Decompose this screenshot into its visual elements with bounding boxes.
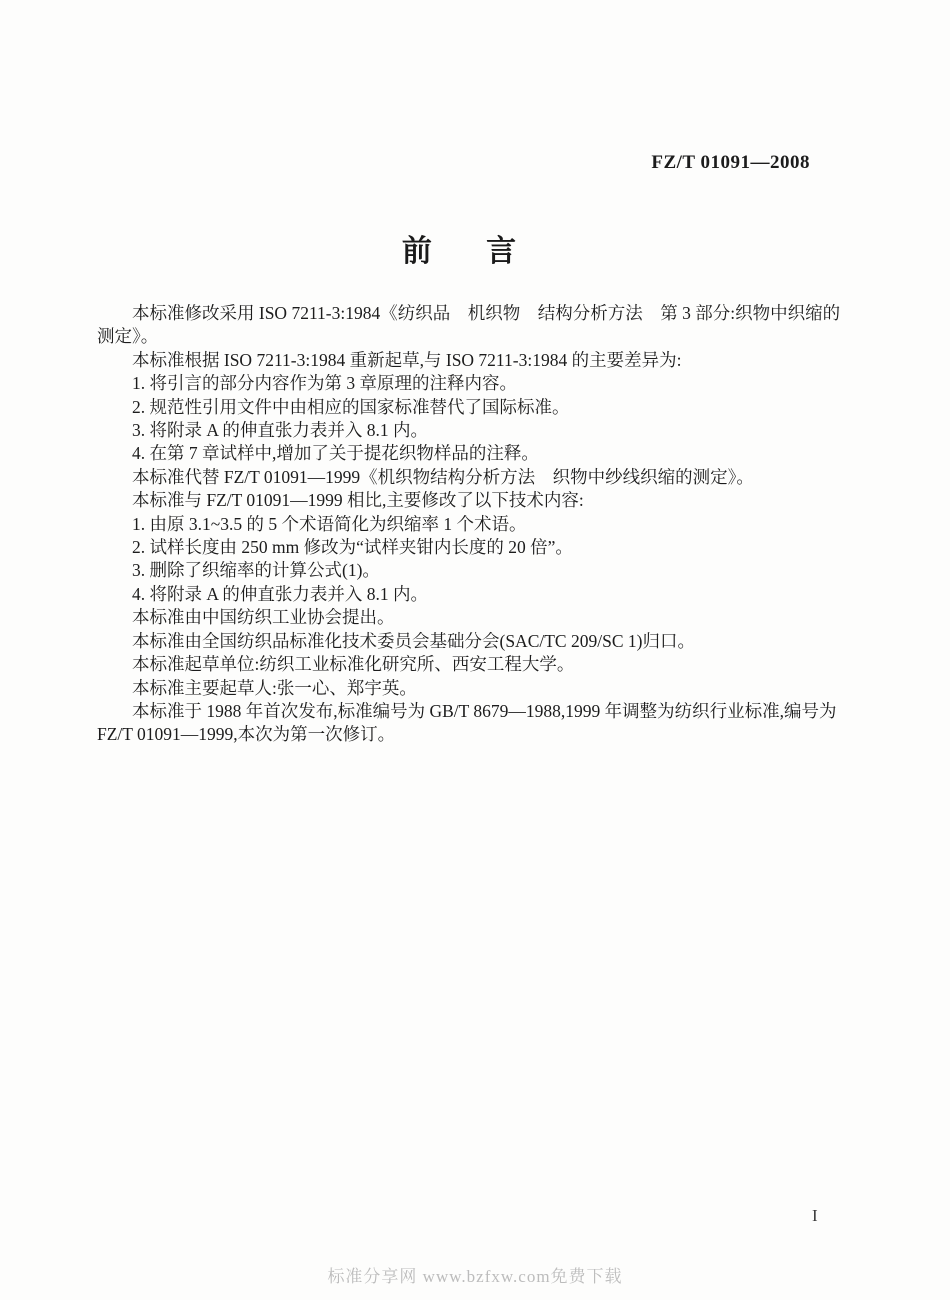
foreword-line: 本标准修改采用 ISO 7211-3:1984《纺织品 机织物 结构分析方法 第 3 部分:织物中织缩的 [132, 303, 841, 323]
foreword-line: 本标准代替 FZ/T 01091—1999《机织物结构分析方法 织物中纱线织缩的测定》。 [132, 466, 754, 487]
foreword-body [97, 302, 845, 747]
watermark: 标准分享网 www.bzfxw.com免费下载 [327, 1267, 623, 1286]
foreword-line: 本标准主要起草人:张一心、郑宇英。 [132, 677, 417, 698]
foreword-line: 本标准起草单位:纺织工业标准化研究所、西安工程大学。 [132, 654, 575, 675]
page-title-char-2: 言 [486, 235, 517, 268]
foreword-line: 3. 将附录 A 的伸直张力表并入 8.1 内。 [132, 420, 429, 441]
standard-code: FZ/T 01091—2008 [651, 152, 810, 173]
foreword-line: 2. 试样长度由 250 mm 修改为“试样夹钳内长度的 20 倍”。 [132, 537, 573, 558]
page-title [0, 226, 918, 270]
foreword-line: 本标准于 1988 年首次发布,标准编号为 GB/T 8679—1988,1999 年调整为纺织行业标准,编号为 [132, 700, 837, 721]
foreword-line: 本标准根据 ISO 7211-3:1984 重新起草,与 ISO 7211-3:1984 的主要差异为: [132, 349, 682, 370]
foreword-line: 4. 将附录 A 的伸直张力表并入 8.1 内。 [132, 583, 429, 604]
foreword-line: 1. 由原 3.1~3.5 的 5 个术语简化为织缩率 1 个术语。 [132, 513, 527, 534]
foreword-line: 4. 在第 7 章试样中,增加了关于提花织物样品的注释。 [132, 443, 539, 464]
foreword-line: 本标准由中国纺织工业协会提出。 [132, 607, 395, 628]
foreword-line: FZ/T 01091—1999,本次为第一次修订。 [97, 724, 396, 745]
foreword-line: 3. 删除了织缩率的计算公式(1)。 [132, 560, 380, 581]
foreword-line: 测定》。 [97, 326, 159, 347]
page-title-char-1: 前 [401, 235, 432, 268]
foreword-line: 2. 规范性引用文件中由相应的国家标准替代了国际标准。 [132, 396, 570, 417]
foreword-line: 1. 将引言的部分内容作为第 3 章原理的注释内容。 [132, 373, 517, 394]
foreword-line: 本标准与 FZ/T 01091—1999 相比,主要修改了以下技术内容: [132, 490, 584, 511]
page-number: I [812, 1206, 818, 1225]
foreword-line: 本标准由全国纺织品标准化技术委员会基础分会(SAC/TC 209/SC 1)归口。 [132, 630, 695, 651]
